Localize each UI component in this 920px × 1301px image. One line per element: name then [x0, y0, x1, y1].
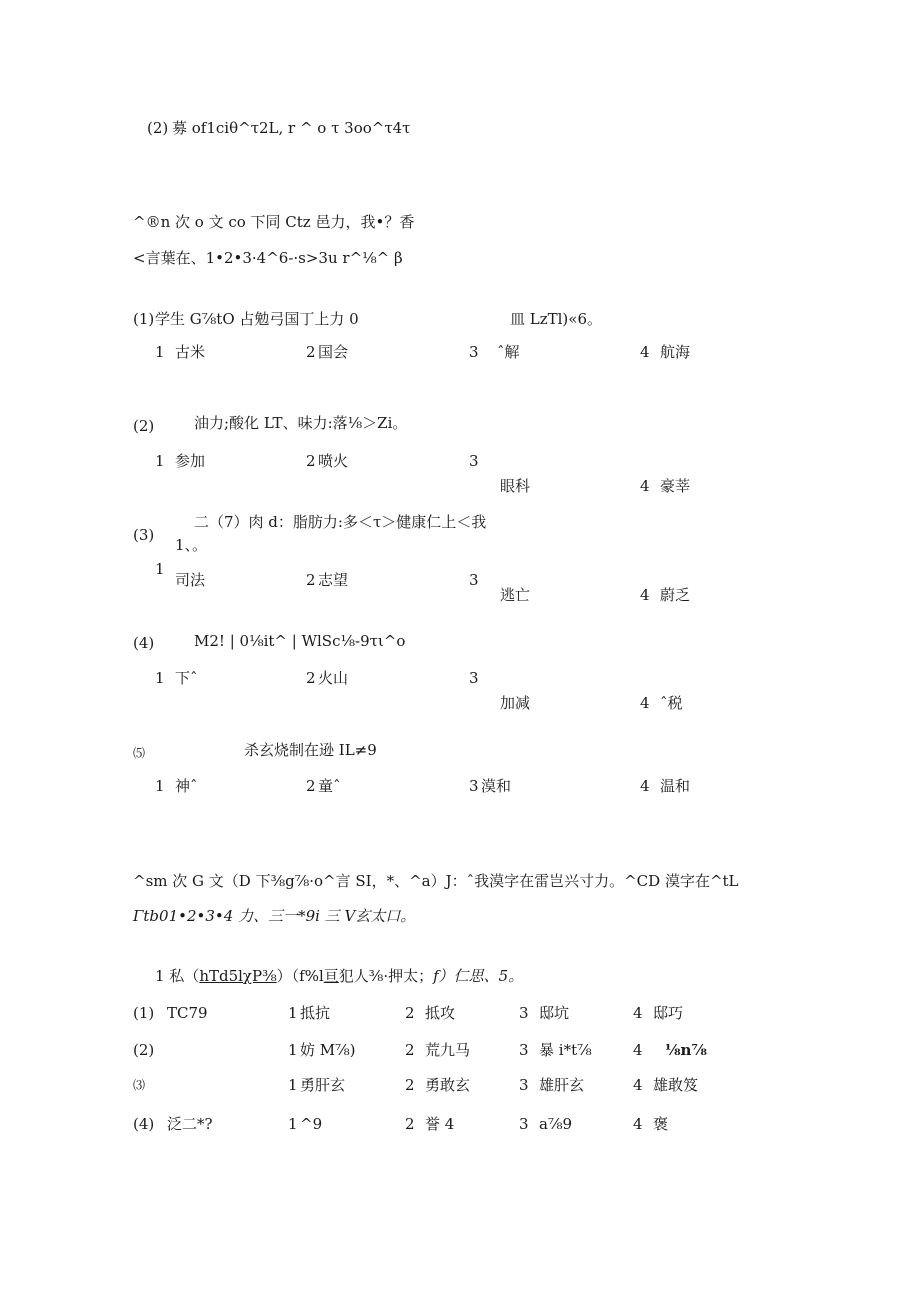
r3-option-4[interactable]: 雄敢笈 [653, 1076, 699, 1094]
q4-option-4-num: 4 [640, 694, 650, 712]
r4-option-1-num: 1 [288, 1115, 298, 1133]
q2-option-4-num: 4 [640, 477, 650, 495]
q4-option-2-num: 2 [306, 669, 316, 687]
q4-option-1[interactable]: 下ˆ [175, 669, 198, 687]
example-underlined-2: 亘 [323, 967, 339, 985]
r4-option-2-num: 2 [405, 1115, 415, 1133]
r1-option-3-num: 3 [519, 1004, 529, 1022]
r3-option-3-num: 3 [519, 1076, 529, 1094]
line-number: (2) [147, 119, 169, 137]
q3-option-4-num: 4 [640, 586, 650, 604]
question-2-stem: 油力;酸化 LT、味力:落⅛＞Zi。 [194, 414, 408, 432]
question-1-stem-right: 皿 LzTl)«6。 [510, 310, 603, 328]
question-1-number: (1) [133, 310, 155, 328]
r2-option-2-num: 2 [405, 1041, 415, 1059]
q1-option-4-num: 4 [640, 343, 650, 361]
r3-option-3[interactable]: 雄肝玄 [539, 1076, 585, 1094]
q1-option-1-num: 1 [155, 343, 165, 361]
q5-option-2[interactable]: 童ˆ [318, 777, 341, 795]
q5-option-1[interactable]: 神ˆ [175, 777, 198, 795]
example-mid: ）（f%l [276, 967, 324, 985]
example-pre: 1 私（ [155, 967, 200, 985]
r2-option-4[interactable]: ⅛n⅞ [665, 1041, 707, 1059]
top-line-text: 募 of1ciθ^τ2L, r ^ o τ 3oo^τ4τ [172, 119, 411, 137]
r1-option-2-num: 2 [405, 1004, 415, 1022]
r2-option-2[interactable]: 荒九马 [425, 1041, 471, 1059]
question-5-number: ⑸ [133, 746, 146, 760]
r4-option-2[interactable]: 誉 4 [425, 1115, 455, 1133]
r1-option-1[interactable]: 抵抗 [300, 1004, 331, 1022]
q5-option-4: 温和 [660, 777, 691, 795]
q2-option-1-num: 1 [155, 452, 165, 470]
q5-option-3[interactable]: 漠和 [481, 777, 512, 795]
q5-option-1-num: 1 [155, 777, 165, 795]
q5-option-4-num: 4 [640, 777, 650, 795]
r1-option-1-num: 1 [288, 1004, 298, 1022]
q4-option-3[interactable]: 加减 [500, 694, 531, 712]
r3-option-1[interactable]: 勇肝玄 [300, 1076, 346, 1094]
section1-instruction-1: ^®n 次 o 文 co 下同 Ctz 邑力，我•？香 [133, 213, 415, 231]
q3-option-3[interactable]: 逃亡 [500, 586, 531, 604]
example-italic: f）仁思、5。 [433, 967, 524, 985]
q5-option-3-num: 3 [469, 777, 479, 795]
r2-option-3[interactable]: 暴 i*t⅞ [539, 1041, 592, 1059]
r4-option-3[interactable]: a⅞9 [539, 1115, 573, 1133]
r2-option-4-num: 4 [633, 1041, 643, 1059]
question-3-stem: 二（7）肉 d：脂肪力:多＜τ＞健康仁上＜我 [194, 513, 487, 531]
q2-option-2[interactable]: 喷火 [318, 452, 349, 470]
question-5-stem: 杀玄烧制在逊 IL≠9 [244, 741, 377, 759]
r4-option-1[interactable]: ^9 [300, 1115, 323, 1133]
q3-option-4[interactable]: 蔚乏 [660, 586, 691, 604]
r2-option-1-num: 1 [288, 1041, 298, 1059]
q4-option-3-num: 3 [469, 669, 479, 687]
row-4-number: (4) [133, 1115, 155, 1133]
row-1-number: (1) [133, 1004, 155, 1022]
question-4-stem: M2! | 0⅛it^ | WlSc⅛-9τι^o [194, 632, 406, 650]
q5-option-2-num: 2 [306, 777, 316, 795]
q1-option-3-num: 3 [469, 343, 479, 361]
section2-instruction-1: ^sm 次 G 文（D 下⅜g⅞·o^言 SI，*、^a）J：ˆ我漠字在雷岂兴寸力。^CD 漠字在^tL [133, 872, 739, 890]
r1-option-3[interactable]: 邸坑 [539, 1004, 570, 1022]
r3-option-2-num: 2 [405, 1076, 415, 1094]
q4-option-2[interactable]: 火山 [318, 669, 349, 687]
q1-option-4[interactable]: 航海 [660, 343, 691, 361]
r1-option-2[interactable]: 抵攻 [425, 1004, 456, 1022]
r4-option-4-num: 4 [633, 1115, 643, 1133]
row-1-label: TC79 [167, 1004, 208, 1022]
q3-option-2-num: 2 [306, 571, 316, 589]
section2-instruction-2: Γtb01•2•3•4 力、三一*9i 三 Ⅴ玄太口。 [133, 907, 416, 925]
question-4-number: (4) [133, 634, 155, 652]
q2-option-2-num: 2 [306, 452, 316, 470]
q1-option-3[interactable]: ˆ解 [497, 343, 520, 361]
r2-option-3-num: 3 [519, 1041, 529, 1059]
q3-option-2[interactable]: 志望 [318, 571, 349, 589]
question-2-number: (2) [133, 417, 155, 435]
q3-option-1[interactable]: 司法 [175, 571, 206, 589]
section1-instruction-2: <言葉在、1•2•3·4^6-·s>3u r^⅛^ β [133, 249, 403, 267]
q2-option-3-num: 3 [469, 452, 479, 470]
question-1-stem: 学生 G⅞tO 占勉弓国丁上力 0 [155, 310, 359, 328]
r4-option-4[interactable]: 褒 [653, 1115, 669, 1133]
q2-option-1[interactable]: 参加 [175, 452, 206, 470]
r3-option-1-num: 1 [288, 1076, 298, 1094]
r3-option-2[interactable]: 勇敢玄 [425, 1076, 471, 1094]
q1-option-2-num: 2 [306, 343, 316, 361]
question-3-number: (3) [133, 526, 155, 544]
q2-option-4[interactable]: 豪莘 [660, 477, 691, 495]
q1-option-1[interactable]: 古米 [175, 343, 206, 361]
example-post: 犯人⅜·押太； [338, 967, 434, 985]
q4-option-4[interactable]: ˆ税 [660, 694, 683, 712]
example-sentence [155, 967, 523, 985]
r3-option-4-num: 4 [633, 1076, 643, 1094]
question-3-stem-cont: 1、。 [175, 536, 208, 554]
r1-option-4[interactable]: 邸巧 [653, 1004, 684, 1022]
q4-option-1-num: 1 [155, 669, 165, 687]
row-3-number: ⑶ [133, 1078, 146, 1092]
row-2-number: (2) [133, 1041, 155, 1059]
r4-option-3-num: 3 [519, 1115, 529, 1133]
row-4-label: 泛二*? [167, 1115, 213, 1133]
r1-option-4-num: 4 [633, 1004, 643, 1022]
r2-option-1[interactable]: 妨 M⅞) [300, 1041, 356, 1059]
example-underlined-1: hTd5lχP⅜ [199, 967, 277, 985]
q3-option-3-num: 3 [469, 571, 479, 589]
q1-option-2[interactable]: 国会 [318, 343, 349, 361]
q2-option-3[interactable]: 眼科 [500, 477, 531, 495]
q3-option-1-num: 1 [155, 560, 165, 578]
